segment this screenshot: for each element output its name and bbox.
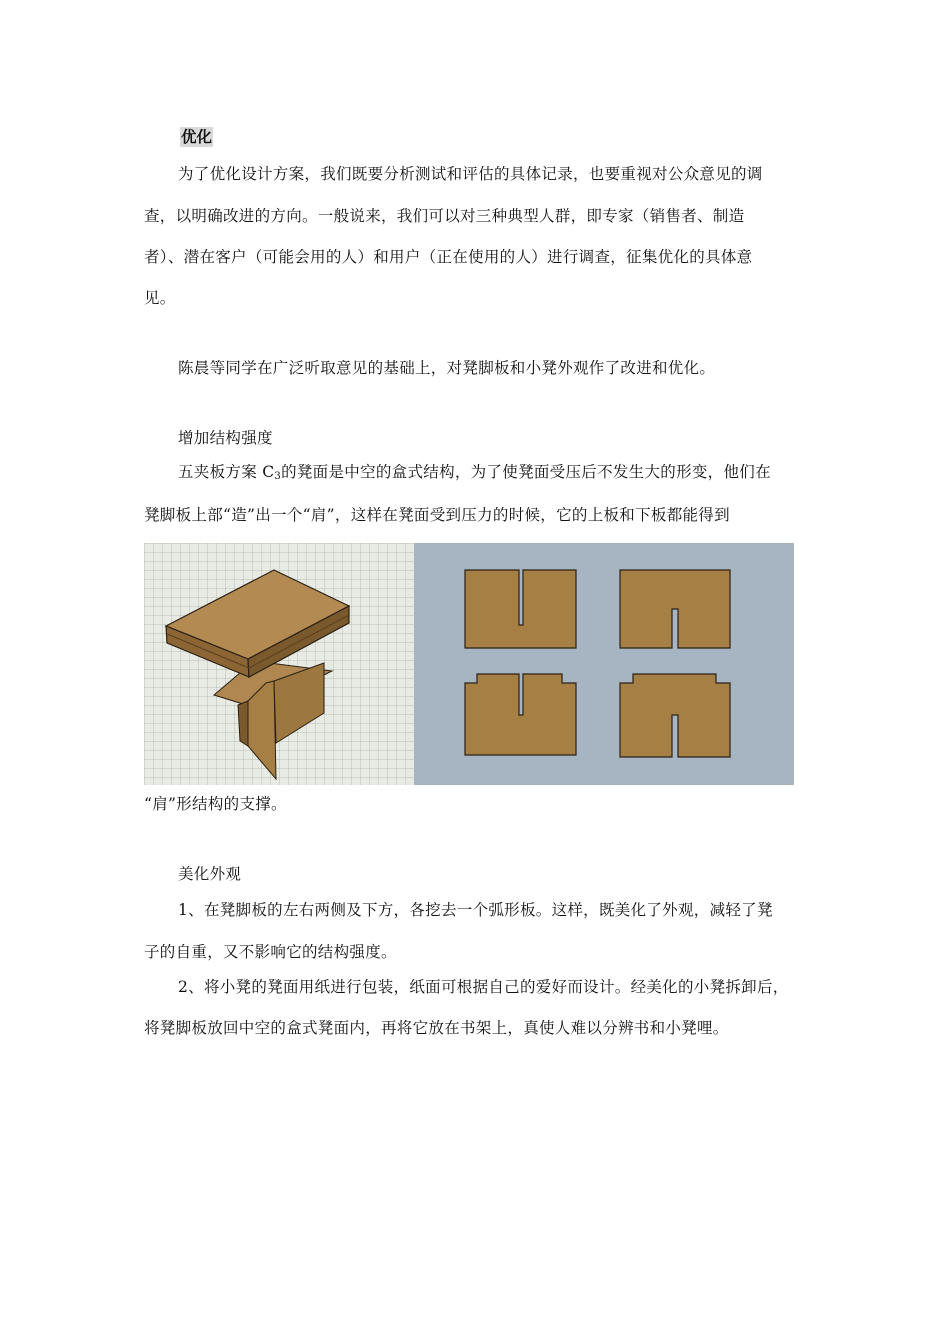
paragraph-line: 见。 — [144, 289, 176, 307]
leg-board-variants-panel — [414, 543, 794, 785]
subscript: 3 — [274, 471, 282, 482]
leg-board-d — [620, 674, 730, 757]
leg-board-a — [465, 570, 576, 648]
paragraph-line — [178, 462, 771, 487]
leg-board-shapes — [414, 543, 794, 785]
list-item-line: 子的自重，又不影响它的结构强度。 — [144, 943, 397, 961]
list-item-line: 将凳脚板放回中空的盒式凳面内，再将它放在书架上，真使人难以分辨书和小凳哩。 — [144, 1019, 729, 1037]
list-item-line: 2、将小凳的凳面用纸进行包装，纸面可根据自己的爱好而设计。经美化的小凳拆卸后， — [178, 978, 789, 996]
assembled-stool-illustration — [144, 543, 414, 785]
subheading-structure: 增加结构强度 — [178, 429, 273, 447]
text-prefix: 五夹板方案 C — [178, 463, 275, 481]
text-suffix: 的凳面是中空的盒式结构，为了使凳面受压后不发生大的形变，他们在 — [281, 463, 771, 481]
list-item-line: 1、在凳脚板的左右两侧及下方，各挖去一个弧形板。这样，既美化了外观，减轻了凳 — [178, 901, 773, 919]
paragraph-line: 查，以明确改进的方向。一般说来，我们可以对三种典型人群，即专家（销售者、制造 — [144, 207, 745, 225]
stool-figure — [144, 543, 794, 785]
section-heading: 优化 — [181, 127, 213, 146]
paragraph-line: 凳脚板上部“造”出一个“肩”，这样在凳面受到压力的时候，它的上板和下板都能得到 — [144, 506, 730, 524]
paragraph-line: 为了优化设计方案，我们既要分析测试和评估的具体记录，也要重视对公众意见的调 — [178, 165, 763, 183]
paragraph-line: “肩”形结构的支撑。 — [144, 795, 287, 813]
leg-board-b — [620, 570, 730, 648]
paragraph: 陈晨等同学在广泛听取意见的基础上，对凳脚板和小凳外观作了改进和优化。 — [178, 359, 716, 377]
paragraph-line: 者）、潜在客户（可能会用的人）和用户（正在使用的人）进行调查，征集优化的具体意 — [144, 248, 753, 266]
stool-photo — [144, 543, 414, 785]
leg-board-c — [465, 674, 576, 755]
subheading-appearance: 美化外观 — [178, 865, 242, 883]
